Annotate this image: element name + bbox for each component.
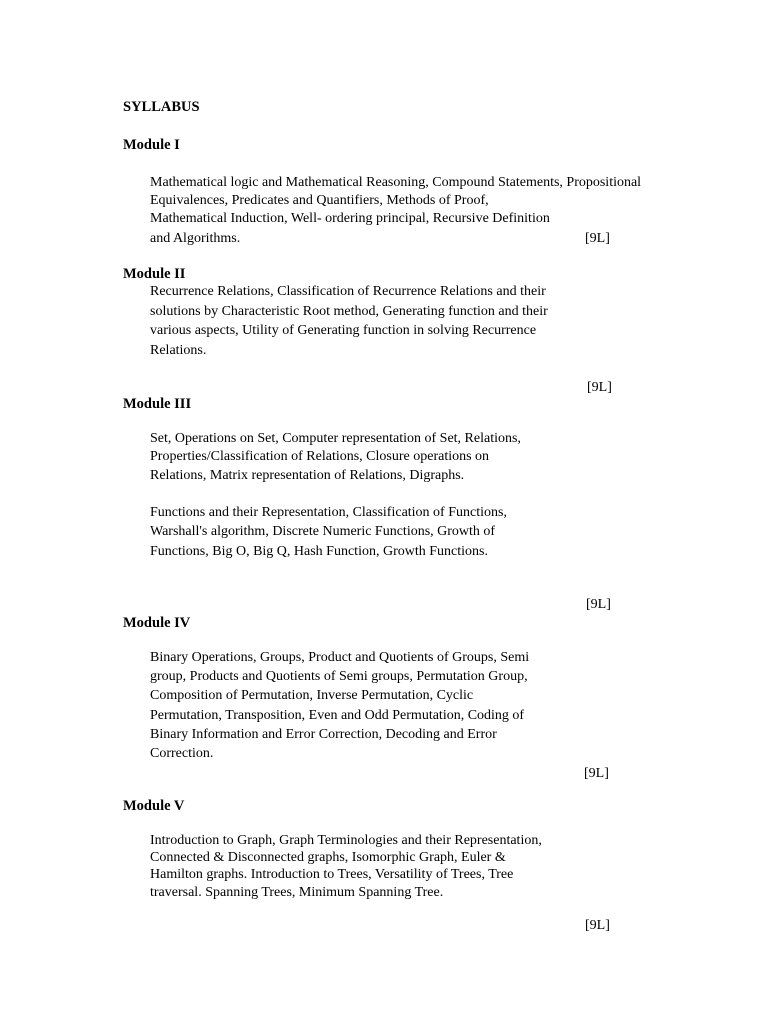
page-title: SYLLABUS bbox=[123, 99, 200, 115]
module-5-heading: Module V bbox=[123, 798, 185, 814]
module-4-credit: [9L] bbox=[584, 766, 609, 781]
module-5-line: Connected & Disconnected graphs, Isomorphic Graph, Euler & bbox=[150, 850, 506, 865]
module-3-line: Functions and their Representation, Classification of Functions, bbox=[150, 505, 507, 520]
module-4-line: group, Products and Quotients of Semi groups, Permutation Group, bbox=[150, 669, 528, 684]
module-2-heading: Module II bbox=[123, 266, 186, 282]
module-2-line: Recurrence Relations, Classification of Recurrence Relations and their bbox=[150, 284, 546, 299]
module-3-line: Properties/Classification of Relations, Closure operations on bbox=[150, 449, 490, 464]
module-4-heading: Module IV bbox=[123, 615, 191, 631]
module-4-line: Correction. bbox=[150, 746, 214, 761]
module-3-line: Set, Operations on Set, Computer representation of Set, Relations, bbox=[150, 431, 521, 446]
module-4-line: Composition of Permutation, Inverse Permutation, Cyclic bbox=[150, 688, 474, 703]
module-5-line: traversal. Spanning Trees, Minimum Spanning Tree. bbox=[150, 885, 444, 900]
module-3-credit: [9L] bbox=[586, 597, 611, 612]
module-5-credit: [9L] bbox=[585, 918, 610, 933]
module-3-heading: Module III bbox=[123, 396, 192, 412]
module-1-line: Mathematical Induction, Well- ordering principal, Recursive Definition bbox=[150, 211, 550, 226]
module-1-credit: [9L] bbox=[585, 231, 610, 246]
module-3-line: Functions, Big O, Big Q, Hash Function, Growth Functions. bbox=[150, 544, 488, 559]
module-1-line: Equivalences, Predicates and Quantifiers, Methods of Proof, bbox=[150, 193, 489, 208]
module-2-line: solutions by Characteristic Root method, Generating function and their bbox=[150, 304, 548, 319]
module-4-line: Permutation, Transposition, Even and Odd Permutation, Coding of bbox=[150, 708, 525, 723]
module-4-line: Binary Information and Error Correction, Decoding and Error bbox=[150, 727, 497, 742]
module-2-credit: [9L] bbox=[587, 380, 612, 395]
module-1-heading: Module I bbox=[123, 137, 180, 153]
module-4-line: Binary Operations, Groups, Product and Quotients of Groups, Semi bbox=[150, 650, 530, 665]
module-3-line: Relations, Matrix representation of Relations, Digraphs. bbox=[150, 468, 465, 483]
module-1-line: Mathematical logic and Mathematical Reasoning, Compound Statements, Propositional bbox=[150, 175, 642, 190]
module-3-line: Warshall's algorithm, Discrete Numeric Functions, Growth of bbox=[150, 524, 496, 539]
module-1-line: and Algorithms. bbox=[150, 231, 241, 246]
module-2-line: various aspects, Utility of Generating function in solving Recurrence bbox=[150, 323, 537, 338]
module-2-line: Relations. bbox=[150, 343, 207, 358]
module-5-line: Hamilton graphs. Introduction to Trees, Versatility of Trees, Tree bbox=[150, 867, 514, 882]
module-5-line: Introduction to Graph, Graph Terminologies and their Representation, bbox=[150, 833, 542, 848]
